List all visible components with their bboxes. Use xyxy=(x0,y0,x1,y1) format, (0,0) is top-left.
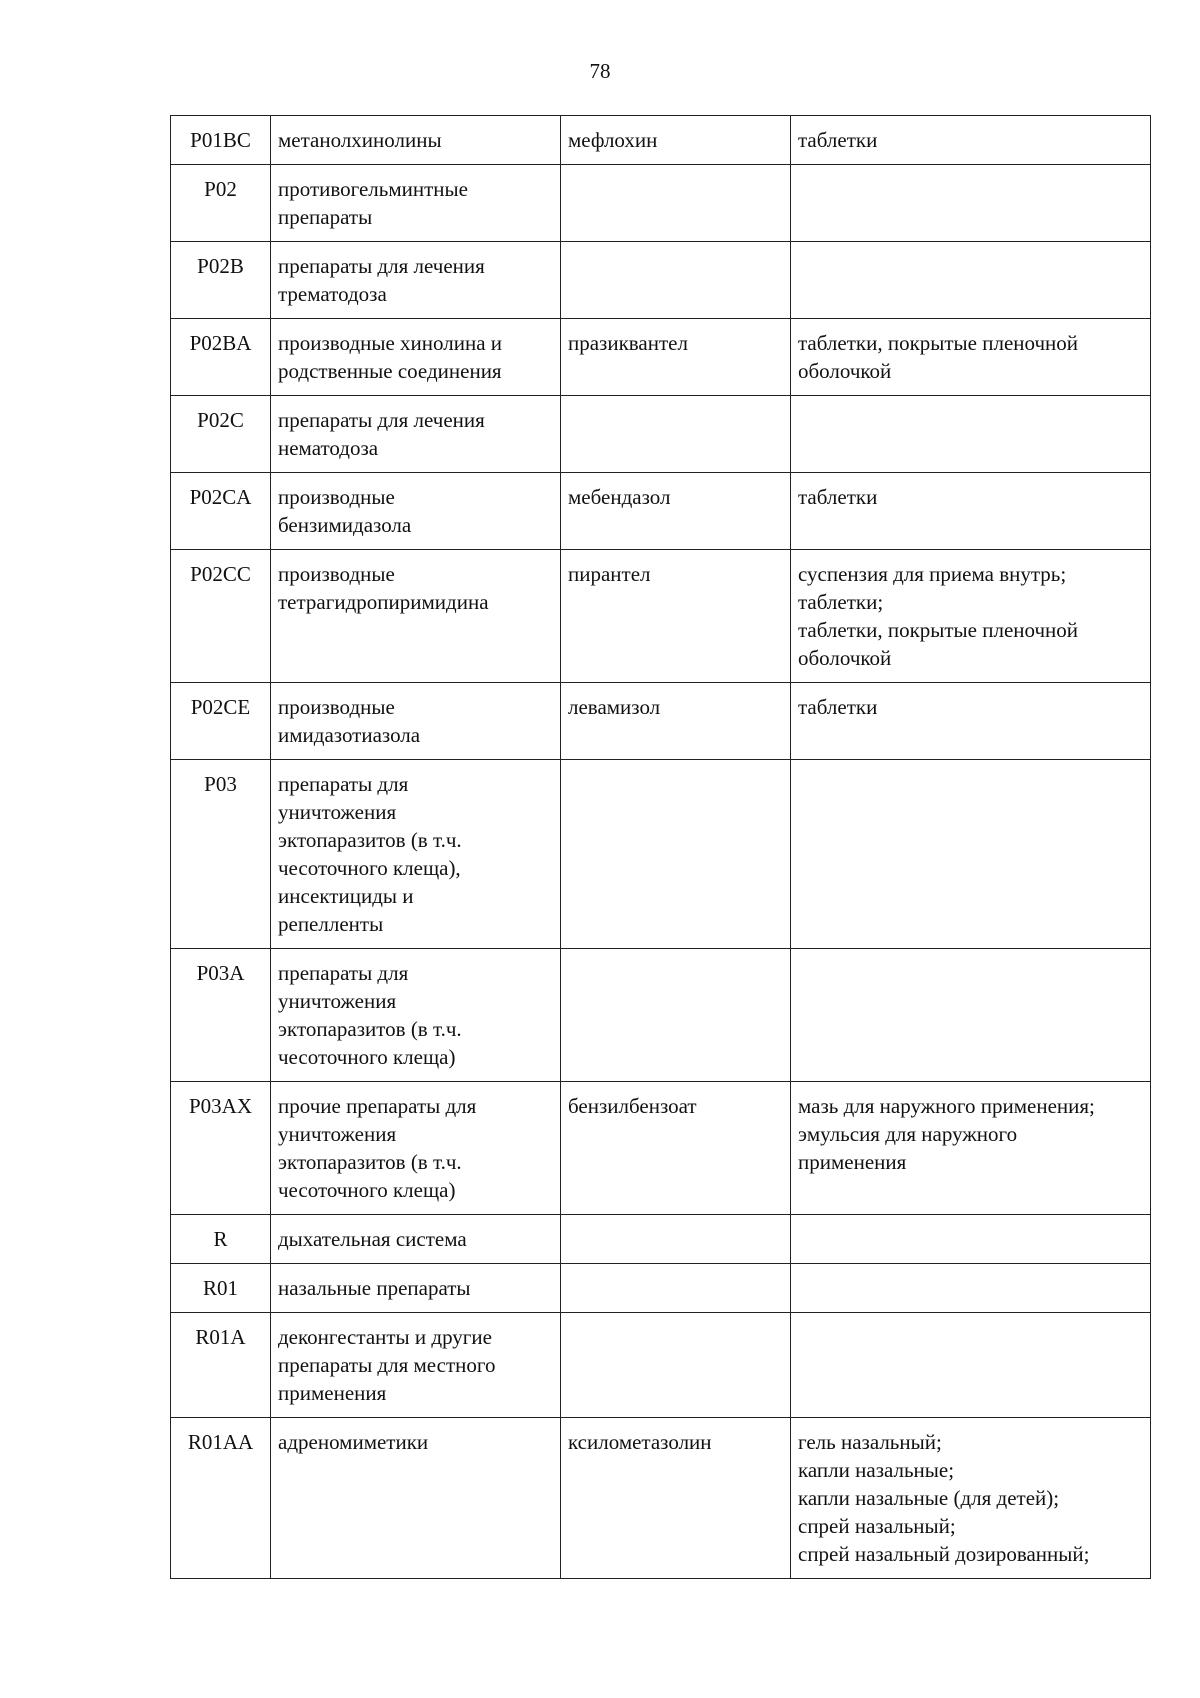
dosage-form-cell xyxy=(791,683,1151,760)
dosage-form-cell xyxy=(791,396,1151,473)
anatomical-therapeutic-group-cell xyxy=(271,242,561,319)
drug-name-cell xyxy=(561,1215,791,1264)
drug-name-cell: мебендазол xyxy=(561,473,791,550)
dosage-form-cell xyxy=(791,1418,1151,1579)
drug-table xyxy=(170,115,1151,1579)
table-row xyxy=(171,683,1151,760)
group-text: противогельминтные препараты xyxy=(278,177,468,229)
dosage-form-item: капли назальные; xyxy=(798,1458,955,1482)
drug-name-cell: празиквантел xyxy=(561,319,791,396)
anatomical-therapeutic-group-cell xyxy=(271,760,561,949)
dosage-form-item: таблетки xyxy=(798,485,878,509)
atc-code-cell: P02C xyxy=(171,396,271,473)
group-text: деконгестанты и другие препараты для местного применения xyxy=(278,1325,496,1405)
anatomical-therapeutic-group-cell xyxy=(271,1418,561,1579)
group-text: препараты для лечения нематодоза xyxy=(278,408,485,460)
dosage-form-cell xyxy=(791,949,1151,1082)
anatomical-therapeutic-group-cell xyxy=(271,165,561,242)
table-row xyxy=(171,1082,1151,1215)
dosage-form-cell xyxy=(791,1313,1151,1418)
atc-code-cell: P01BC xyxy=(171,116,271,165)
dosage-form-item: капли назальные (для детей); xyxy=(798,1486,1060,1510)
drug-name-cell: пирантел xyxy=(561,550,791,683)
atc-code-cell: R xyxy=(171,1215,271,1264)
atc-code-cell: P03 xyxy=(171,760,271,949)
group-text: препараты для уничтожения эктопаразитов (в т.ч. чесоточного клеща) xyxy=(278,961,462,1069)
dosage-form-item: гель назальный; xyxy=(798,1430,942,1454)
drug-name-cell xyxy=(561,949,791,1082)
anatomical-therapeutic-group-cell xyxy=(271,116,561,165)
group-text: производные хинолина и родственные соединения xyxy=(278,331,503,383)
group-text: производные тетрагидропиримидина xyxy=(278,562,489,614)
anatomical-therapeutic-group-cell xyxy=(271,319,561,396)
dosage-form-item: таблетки, покрытые пленочной оболочкой xyxy=(798,618,1079,670)
group-text: производные бензимидазола xyxy=(278,485,412,537)
dosage-form-item: эмульсия для наружного применения xyxy=(798,1122,1018,1174)
dosage-form-item: спрей назальный; xyxy=(798,1514,956,1538)
group-text: дыхательная система xyxy=(278,1227,467,1251)
table-row xyxy=(171,949,1151,1082)
table-row xyxy=(171,319,1151,396)
atc-code-cell: R01 xyxy=(171,1264,271,1313)
dosage-form-cell xyxy=(791,550,1151,683)
table-row xyxy=(171,1418,1151,1579)
drug-name-cell xyxy=(561,165,791,242)
table-row xyxy=(171,550,1151,683)
anatomical-therapeutic-group-cell xyxy=(271,1264,561,1313)
drug-name-cell xyxy=(561,396,791,473)
table-row xyxy=(171,1313,1151,1418)
dosage-form-item: суспензия для приема внутрь; xyxy=(798,562,1067,586)
atc-code-cell: P02BA xyxy=(171,319,271,396)
group-text: производные имидазотиазола xyxy=(278,695,421,747)
atc-code-cell: P02 xyxy=(171,165,271,242)
dosage-form-cell xyxy=(791,116,1151,165)
page-number: 78 xyxy=(589,59,611,83)
anatomical-therapeutic-group-cell xyxy=(271,550,561,683)
group-text: препараты для уничтожения эктопаразитов (в т.ч. чесоточного клеща), инсектициды и репелленты xyxy=(278,772,462,936)
dosage-form-cell xyxy=(791,1082,1151,1215)
dosage-form-item: спрей назальный дозированный; xyxy=(798,1542,1090,1566)
dosage-form-cell xyxy=(791,760,1151,949)
anatomical-therapeutic-group-cell xyxy=(271,1313,561,1418)
group-text: препараты для лечения трематодоза xyxy=(278,254,485,306)
dosage-form-cell xyxy=(791,319,1151,396)
anatomical-therapeutic-group-cell xyxy=(271,683,561,760)
anatomical-therapeutic-group-cell xyxy=(271,1215,561,1264)
anatomical-therapeutic-group-cell xyxy=(271,473,561,550)
atc-code-cell: P03AX xyxy=(171,1082,271,1215)
dosage-form-cell xyxy=(791,165,1151,242)
table-row xyxy=(171,116,1151,165)
dosage-form-item: таблетки, покрытые пленочной оболочкой xyxy=(798,331,1079,383)
group-text: прочие препараты для уничтожения эктопаразитов (в т.ч. чесоточного клеща) xyxy=(278,1094,477,1202)
table-row xyxy=(171,165,1151,242)
atc-code-cell: P03A xyxy=(171,949,271,1082)
anatomical-therapeutic-group-cell xyxy=(271,396,561,473)
drug-name-cell: левамизол xyxy=(561,683,791,760)
drug-name-cell xyxy=(561,242,791,319)
dosage-form-cell xyxy=(791,242,1151,319)
atc-code-cell: P02CE xyxy=(171,683,271,760)
dosage-form-cell xyxy=(791,1215,1151,1264)
dosage-form-item: мазь для наружного применения; xyxy=(798,1094,1095,1118)
table-row xyxy=(171,1264,1151,1313)
dosage-form-cell xyxy=(791,1264,1151,1313)
drug-name-cell: ксилометазолин xyxy=(561,1418,791,1579)
atc-code-cell: R01AA xyxy=(171,1418,271,1579)
atc-code-cell: P02B xyxy=(171,242,271,319)
drug-name-cell xyxy=(561,1313,791,1418)
dosage-form-item: таблетки; xyxy=(798,590,884,614)
atc-code-cell: R01A xyxy=(171,1313,271,1418)
atc-code-cell: P02CC xyxy=(171,550,271,683)
anatomical-therapeutic-group-cell xyxy=(271,949,561,1082)
table-row xyxy=(171,242,1151,319)
table-row xyxy=(171,396,1151,473)
table-row xyxy=(171,473,1151,550)
atc-code-cell: P02CA xyxy=(171,473,271,550)
table-row xyxy=(171,760,1151,949)
drug-name-cell xyxy=(561,1264,791,1313)
dosage-form-cell xyxy=(791,473,1151,550)
table-body xyxy=(171,116,1151,1579)
group-text: метанолхинолины xyxy=(278,128,442,152)
drug-name-cell: мефлохин xyxy=(561,116,791,165)
group-text: адреномиметики xyxy=(278,1430,429,1454)
table-row xyxy=(171,1215,1151,1264)
dosage-form-item: таблетки xyxy=(798,695,878,719)
group-text: назальные препараты xyxy=(278,1276,471,1300)
anatomical-therapeutic-group-cell xyxy=(271,1082,561,1215)
drug-name-cell: бензилбензоат xyxy=(561,1082,791,1215)
dosage-form-item: таблетки xyxy=(798,128,878,152)
drug-name-cell xyxy=(561,760,791,949)
